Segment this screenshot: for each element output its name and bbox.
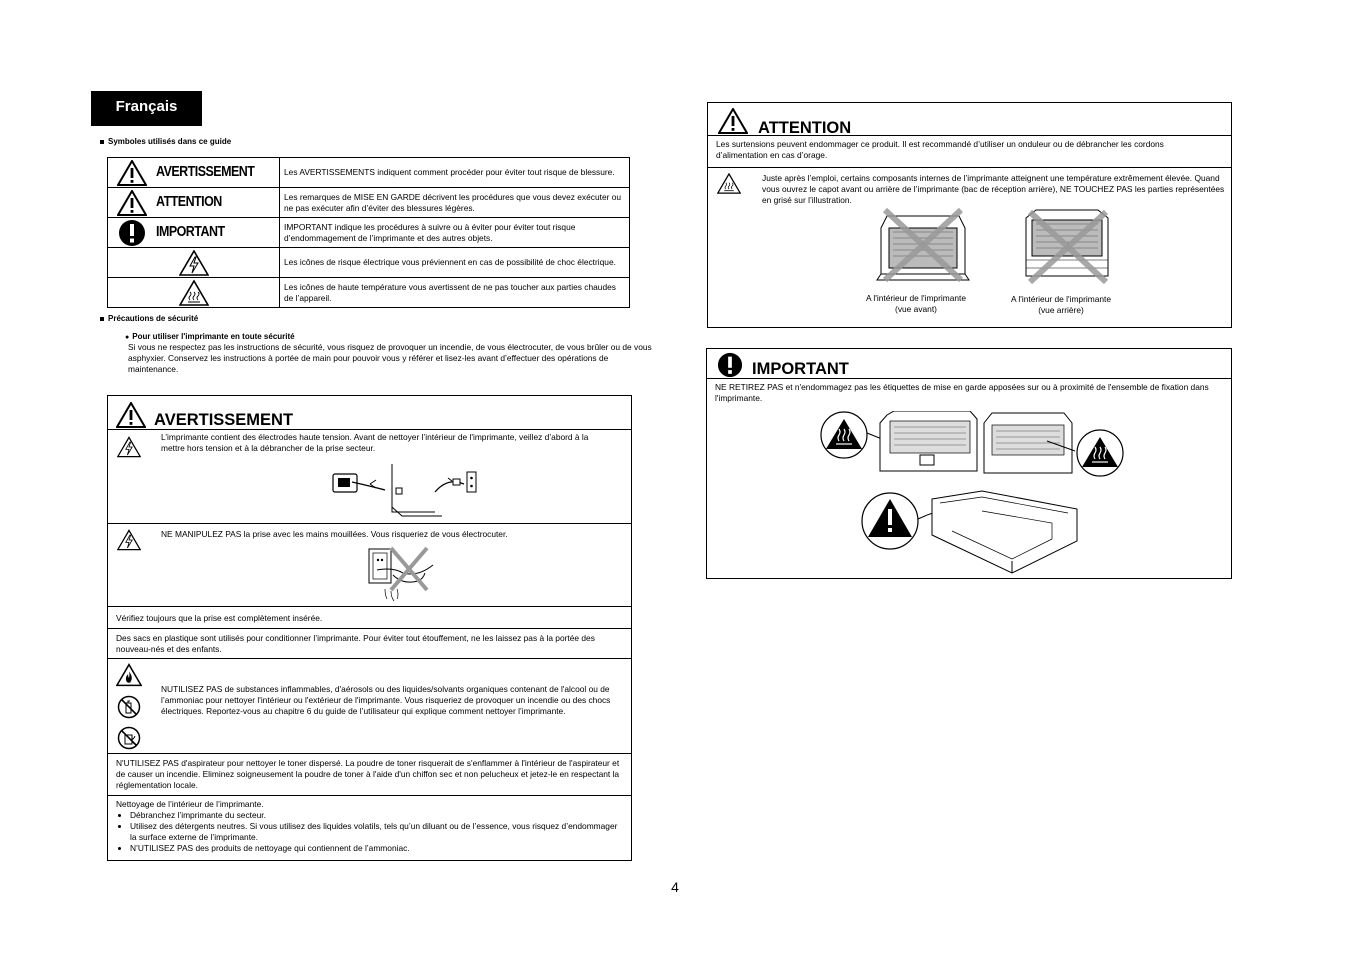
attention-box bbox=[707, 102, 1232, 328]
list-item: • Utilisez des détergents neutres. Si vous utilisez des liquides volatils, tels qu’un diluant ou de l’essence, vous risquez d’endommager la surface externe de l’imprimante. bbox=[130, 821, 622, 843]
important-row-text: NE RETIREZ PAS et n'endommagez pas les étiquettes de mise en garde apposées sur ou à proximité de l'ensemble de fixation dans l'imprimante. bbox=[715, 382, 1209, 403]
avertissement-row-flammable bbox=[108, 658, 631, 754]
electrical-hazard-icon bbox=[108, 248, 279, 277]
cleaning-intro: Nettoyage de l’intérieur de l’imprimante. bbox=[116, 799, 264, 809]
hot-surface-icon bbox=[717, 173, 741, 194]
square-bullet-icon bbox=[100, 317, 104, 321]
list-item: • N’UTILISEZ PAS des produits de nettoyage qui contiennent de l’ammoniac. bbox=[130, 843, 622, 854]
precautions-text: Si vous ne respectez pas les instructions de sécurité, vous risquez de provoquer un incendie, de vous électrocuter, de vous brûler ou de vous asphyxier. Conservez les instructions à portée de main pour pouvoir vous y référer et lisez-les avant d’effectuer des opérations de maintenance. bbox=[128, 342, 652, 374]
caption-front-line1: A l'intérieur de l'imprimante bbox=[865, 293, 967, 303]
caption-rear-line2: (vue arrière) bbox=[1038, 305, 1084, 315]
exclamation-circle-icon bbox=[108, 219, 156, 247]
avertissement-row-cleaning bbox=[108, 795, 631, 860]
avertissement-row-text: N'UTILISEZ PAS d'aspirateur pour nettoyer le toner dispersé. La poudre de toner risquerait de s'enflammer à l'intérieur de l'aspirateur et de causer un incendie. Eliminez soigneusement la poudre de toner à l'aide d'un chiffon sec et non pelucheux et jetez-le en respectant la réglementation locale. bbox=[116, 758, 620, 790]
warning-triangle-icon bbox=[718, 108, 748, 134]
attention-row-text: Les surtensions peuvent endommager ce produit. Il est recommandé d’utiliser un onduleur ou de débrancher les cordons d’alimentation en cas d’orage. bbox=[716, 139, 1164, 160]
precautions-subheading-text: Pour utiliser l'imprimante en toute sécurité bbox=[132, 332, 295, 341]
important-box bbox=[706, 348, 1232, 579]
wet-hands-plug-illustration bbox=[363, 545, 443, 605]
symbols-table bbox=[107, 157, 630, 308]
attention-row-surge bbox=[708, 135, 1231, 168]
page-number: 4 bbox=[671, 879, 679, 895]
precautions-subheading bbox=[125, 332, 295, 341]
symbol-row-hot bbox=[108, 278, 630, 308]
attention-title bbox=[718, 108, 852, 137]
avertissement-row-text: L’imprimante contient des électrodes haute tension. Avant de nettoyer l’intérieur de l'imprimante, veillez d’abord à la mettre hors tension et à la débrancher de la prise secteur. bbox=[161, 432, 589, 453]
fire-hazard-icon bbox=[116, 663, 142, 687]
printer-rear-inside-illustration bbox=[1022, 208, 1112, 284]
round-bullet-icon: ● bbox=[125, 334, 130, 341]
no-flammable-spray-icon bbox=[117, 695, 141, 719]
symbols-heading bbox=[100, 137, 231, 146]
caption-front bbox=[851, 293, 981, 315]
avertissement-row-text: NE MANIPULEZ PAS la prise avec les mains mouillées. Vous risqueriez de vous électrocuter. bbox=[161, 529, 508, 539]
warning-triangle-icon bbox=[116, 402, 146, 428]
avertissement-row-plug-inserted bbox=[108, 606, 631, 629]
exclamation-circle-icon bbox=[717, 352, 743, 378]
language-tab: Français bbox=[91, 91, 202, 126]
symbol-description: Les remarques de MISE EN GARDE décrivent les procédures que vous devez exécuter ou ne pas exécuter afin d’éviter des blessures légères. bbox=[280, 188, 630, 218]
avertissement-row-wet-hands bbox=[108, 523, 631, 607]
no-solvent-icon bbox=[117, 726, 141, 750]
symbol-row-important bbox=[108, 218, 630, 248]
symbol-row-avertissement bbox=[108, 158, 630, 188]
symbol-description: Les icônes de risque électrique vous préviennent en cas de possibilité de choc électrique. bbox=[280, 248, 630, 278]
symbol-description: IMPORTANT indique les procédures à suivre ou à éviter pour éviter tout risque d’endommagement de l’imprimante et des autres objets. bbox=[280, 218, 630, 248]
printer-front-inside-illustration bbox=[875, 208, 971, 282]
fuser-warning-labels-illustration bbox=[812, 411, 1127, 575]
precautions-heading bbox=[100, 314, 198, 323]
symbols-heading-text: Symboles utilisés dans ce guide bbox=[108, 137, 232, 146]
symbol-word: ATTENTION bbox=[156, 194, 222, 211]
avertissement-row-text: Vérifiez toujours que la prise est complètement insérée. bbox=[116, 613, 323, 623]
attention-title-text: ATTENTION bbox=[758, 118, 852, 137]
electrical-hazard-icon bbox=[117, 436, 141, 458]
symbol-description: Les icônes de haute température vous avertissent de ne pas toucher aux parties chaudes de l’appareil. bbox=[280, 278, 630, 308]
precautions-heading-text: Précautions de sécurité bbox=[108, 314, 199, 323]
cleaning-bullet-list bbox=[108, 810, 622, 854]
avertissement-row-vacuum bbox=[108, 753, 631, 796]
list-item: • Débranchez l’imprimante du secteur. bbox=[130, 810, 622, 821]
symbol-description: Les AVERTISSEMENTS indiquent comment procéder pour éviter tout risque de blessure. bbox=[280, 158, 630, 188]
avertissement-row-text: Des sacs en plastique sont utilisés pour conditionner l’imprimante. Pour éviter tout étouffement, ne les laissez pas à la portée des nouveau-nés et des enfants. bbox=[116, 633, 595, 654]
important-title bbox=[717, 352, 849, 378]
unplug-printer-illustration bbox=[330, 462, 480, 518]
hot-surface-icon bbox=[108, 278, 279, 307]
symbol-word: AVERTISSEMENT bbox=[156, 164, 255, 181]
caption-rear bbox=[996, 294, 1126, 316]
symbol-word: IMPORTANT bbox=[156, 224, 225, 241]
warning-triangle-icon bbox=[108, 190, 156, 216]
important-row bbox=[707, 378, 1231, 578]
avertissement-row-text: NUTILISEZ PAS de substances inflammables, d'aérosols ou des liquides/solvants organiques contenant de l'alcool ou de l’ammoniac pour nettoyer l'intérieur ou l'extérieur de l'imprimante. Vous risqueriez de provoquer un incendie ou des chocs électriques. Reportez-vous au chapitre 6 du guide de l’utilisateur qui explique comment nettoyer l’imprimante. bbox=[161, 684, 611, 716]
caption-front-line2: (vue avant) bbox=[895, 304, 937, 314]
warning-triangle-icon bbox=[108, 160, 156, 186]
square-bullet-icon bbox=[100, 140, 104, 144]
important-title-text: IMPORTANT bbox=[752, 359, 849, 378]
symbol-row-electrical bbox=[108, 248, 630, 278]
avertissement-title-text: AVERTISSEMENT bbox=[154, 410, 294, 429]
avertissement-title bbox=[116, 402, 293, 428]
attention-row-text: Juste après l’emploi, certains composants internes de l’imprimante atteignent une température extrêmement élevée. Quand vous ouvrez le capot avant ou arrière de l’imprimante (bac de réception arrière), NE TOUCHEZ PAS les parties représentées en grisé sur l’illustration. bbox=[762, 173, 1225, 205]
symbol-row-attention bbox=[108, 188, 630, 218]
avertissement-row-electrodes bbox=[108, 429, 631, 524]
electrical-hazard-icon bbox=[117, 529, 141, 551]
caption-rear-line1: A l'intérieur de l'imprimante bbox=[1010, 294, 1112, 304]
attention-row-hot-parts bbox=[708, 167, 1231, 328]
avertissement-box bbox=[107, 395, 632, 861]
avertissement-row-plastic-bags bbox=[108, 628, 631, 659]
